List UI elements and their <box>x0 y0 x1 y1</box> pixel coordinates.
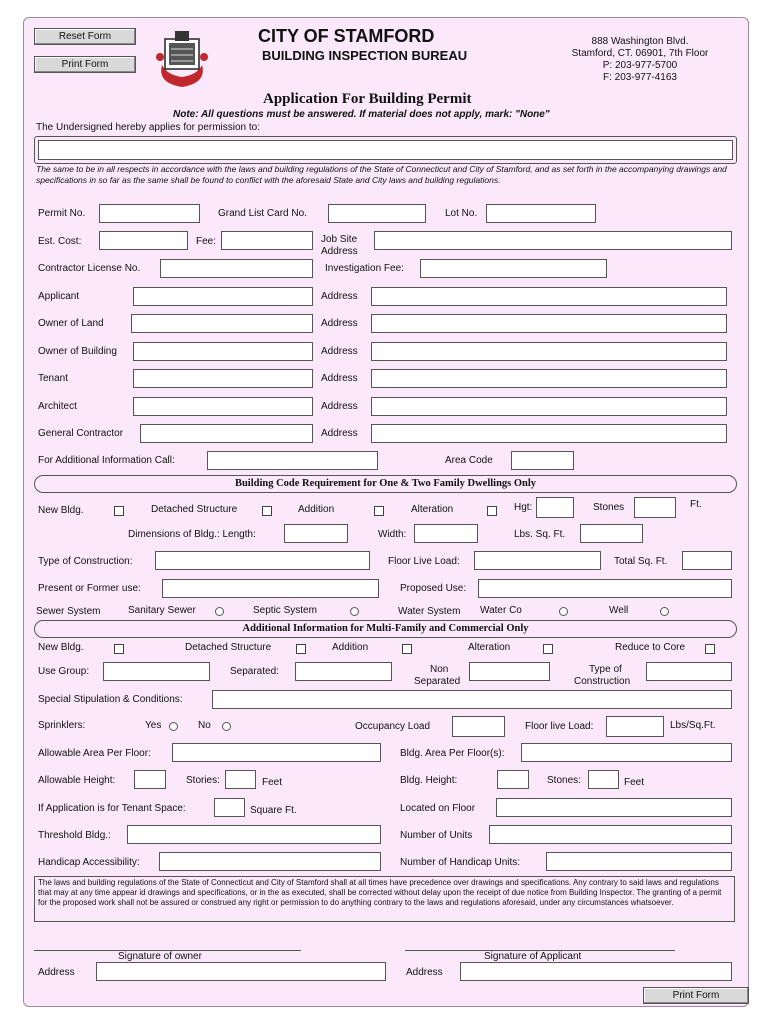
investigation-fee-label: Investigation Fee: <box>325 263 404 274</box>
s1-floor-live-load-label: Floor Live Load: <box>388 556 460 567</box>
s2-use-group-label: Use Group: <box>38 666 90 677</box>
s1-new-bldg-label: New Bldg. <box>38 505 84 516</box>
s1-total-sqft-label: Total Sq. Ft. <box>614 556 668 567</box>
s2-non-separated-input[interactable] <box>469 662 550 681</box>
s1-addition-checkbox[interactable] <box>374 506 384 516</box>
s2-stories-label: Stories: <box>186 775 220 786</box>
s1-alteration-label: Alteration <box>411 504 454 515</box>
general-contractor-address-label: Address <box>321 428 358 439</box>
s2-non-label: Non <box>430 664 449 675</box>
owner-building-address-input[interactable] <box>371 342 727 361</box>
s1-detached-checkbox[interactable] <box>262 506 272 516</box>
s2-reduce-core-checkbox[interactable] <box>705 644 715 654</box>
permit-no-input[interactable] <box>99 204 200 223</box>
s2-bldg-area-label: Bldg. Area Per Floor(s): <box>400 748 505 759</box>
s2-allowable-area-label: Allowable Area Per Floor: <box>38 748 151 759</box>
s2-new-bldg-checkbox[interactable] <box>114 644 124 654</box>
s2-feet-label: Feet <box>262 777 283 788</box>
s2-bldg-area-input[interactable] <box>521 743 732 762</box>
s2-special-label: Special Stipulation & Conditions: <box>38 694 183 705</box>
print-form-bottom-button[interactable]: Print Form <box>643 987 749 1004</box>
s2-stones-label: Stones: <box>547 775 581 786</box>
owner-building-label: Owner of Building <box>38 346 117 357</box>
s2-occupancy-load-input[interactable] <box>452 716 505 737</box>
s2-detached-checkbox[interactable] <box>296 644 306 654</box>
s1-length-input[interactable] <box>284 524 348 543</box>
s2-use-group-input[interactable] <box>103 662 210 681</box>
tenant-address-label: Address <box>321 373 358 384</box>
additional-info-label: For Additional Information Call: <box>38 455 175 466</box>
s2-separated-input[interactable] <box>295 662 392 681</box>
s2-tenant-space-input[interactable] <box>214 798 245 817</box>
city-seal-logo <box>147 27 217 91</box>
section-multifamily-header: Additional Information for Multi-Family and Commercial Only <box>34 620 737 638</box>
permission-input[interactable] <box>38 140 733 160</box>
s1-septic-system-radio[interactable] <box>350 607 359 616</box>
form-title: Application For Building Permit <box>263 91 472 107</box>
applicant-signature-label: Signature of Applicant <box>484 951 582 962</box>
job-site-address-label: Address <box>321 246 358 257</box>
s1-present-use-label: Present or Former use: <box>38 583 141 594</box>
owner-building-address-label: Address <box>321 346 358 357</box>
s1-well-label: Well <box>609 605 629 616</box>
permit-no-label: Permit No. <box>38 208 86 219</box>
investigation-fee-input[interactable] <box>420 259 607 278</box>
s1-new-bldg-checkbox[interactable] <box>114 506 124 516</box>
owner-land-address-label: Address <box>321 318 358 329</box>
s1-septic-system-label: Septic System <box>253 605 317 616</box>
s2-lbs-sqft-label: Lbs/Sq.Ft. <box>670 720 716 731</box>
form-note: Note: All questions must be answered. If material does not apply, mark: "None" <box>173 109 550 120</box>
s2-special-input[interactable] <box>212 690 732 709</box>
s1-detached-label: Detached Structure <box>151 504 238 515</box>
reset-form-button[interactable]: Reset Form <box>34 28 136 45</box>
area-code-input[interactable] <box>511 451 574 470</box>
architect-address-input[interactable] <box>371 397 727 416</box>
s1-lbs-sqft-label: Lbs. Sq. Ft. <box>514 529 566 540</box>
s2-sprinklers-yes-radio[interactable] <box>169 722 178 731</box>
section-one-family-header: Building Code Requirement for One & Two Family Dwellings Only <box>34 475 737 493</box>
lot-no-input[interactable] <box>486 204 596 223</box>
s1-present-use-input[interactable] <box>162 579 379 598</box>
est-cost-label: Est. Cost: <box>38 236 82 247</box>
s2-number-units-label: Number of Units <box>400 830 473 841</box>
s1-alteration-checkbox[interactable] <box>487 506 497 516</box>
owner-address-label: Address <box>38 967 75 978</box>
s2-allowable-area-input[interactable] <box>172 743 381 762</box>
owner-land-label: Owner of Land <box>38 318 104 329</box>
applicant-input[interactable] <box>133 287 313 306</box>
lot-no-label: Lot No. <box>445 208 478 219</box>
s2-no-label: No <box>198 720 211 731</box>
est-cost-input[interactable] <box>99 231 188 250</box>
s2-located-floor-label: Located on Floor <box>400 803 476 814</box>
tenant-input[interactable] <box>133 369 313 388</box>
s2-handicap-units-input[interactable] <box>546 852 732 871</box>
tenant-label: Tenant <box>38 373 69 384</box>
compliance-text: The same to be in all respects in accordance with the laws and building regulations of the State of Connecticut and City of Stamford, and as set forth in the accompanying drawings and specifications in so far as the same shall be found to conflict with the aforesaid State and City laws and building regulations. <box>36 164 727 185</box>
s1-ft-label: Ft. <box>690 499 702 510</box>
s2-stones-input[interactable] <box>588 770 619 789</box>
s2-sprinklers-label: Sprinklers: <box>38 720 86 731</box>
applicant-address-input[interactable] <box>371 287 727 306</box>
s2-construction-label: Construction <box>574 676 631 687</box>
print-form-button[interactable]: Print Form <box>34 56 136 73</box>
s1-proposed-use-input[interactable] <box>478 579 732 598</box>
owner-signature-label: Signature of owner <box>118 951 202 962</box>
s1-width-input[interactable] <box>414 524 478 543</box>
address-line2: Stamford, CT. 06901, 7th Floor <box>571 48 709 59</box>
s2-threshold-label: Threshold Bldg.: <box>38 830 111 841</box>
s2-type-of-label: Type of <box>589 664 622 675</box>
s1-lbs-sqft-input[interactable] <box>580 524 643 543</box>
s2-reduce-core-label: Reduce to Core <box>615 642 686 653</box>
grand-list-input[interactable] <box>328 204 426 223</box>
architect-label: Architect <box>38 401 77 412</box>
s1-stones-label: Stones <box>593 502 625 513</box>
general-contractor-address-input[interactable] <box>371 424 727 443</box>
general-contractor-input[interactable] <box>140 424 313 443</box>
s1-sanitary-sewer-radio[interactable] <box>215 607 224 616</box>
area-code-label: Area Code <box>445 455 493 466</box>
s2-addition-checkbox[interactable] <box>402 644 412 654</box>
s2-detached-label: Detached Structure <box>185 642 272 653</box>
s2-bldg-height-input[interactable] <box>497 770 529 789</box>
s1-water-co-label: Water Co <box>480 605 522 616</box>
tenant-address-input[interactable] <box>371 369 727 388</box>
s1-sanitary-sewer-label: Sanitary Sewer <box>128 605 196 616</box>
s2-allowable-height-input[interactable] <box>134 770 166 789</box>
s1-total-sqft-input[interactable] <box>682 551 732 570</box>
s2-handicap-units-label: Number of Handicap Units: <box>400 857 521 868</box>
fax-number: F: 203-977-4163 <box>603 72 677 83</box>
bureau-title: BUILDING INSPECTION BUREAU <box>262 48 468 63</box>
job-site-label: Job Site <box>321 234 358 245</box>
s1-dimensions-label: Dimensions of Bldg.: Length: <box>128 529 256 540</box>
s2-separated-label: Separated: <box>230 666 279 677</box>
s1-floor-live-load-input[interactable] <box>474 551 601 570</box>
general-contractor-label: General Contractor <box>38 428 124 439</box>
s2-floor-live-load-input[interactable] <box>606 716 664 737</box>
s2-construction-input[interactable] <box>646 662 732 681</box>
s2-alteration-label: Alteration <box>468 642 511 653</box>
s2-located-floor-input[interactable] <box>496 798 732 817</box>
owner-building-input[interactable] <box>133 342 313 361</box>
s2-floor-live-load-label: Floor live Load: <box>525 721 594 732</box>
s2-occupancy-load-label: Occupancy Load <box>355 721 431 732</box>
additional-info-input[interactable] <box>207 451 378 470</box>
s1-addition-label: Addition <box>298 504 335 515</box>
applicant-address-label: Address <box>406 967 443 978</box>
s1-type-construction-input[interactable] <box>155 551 370 570</box>
s1-hgt-input[interactable] <box>536 497 574 518</box>
undersigned-label: The Undersigned hereby applies for permission to: <box>36 122 261 133</box>
job-site-address-input[interactable] <box>374 231 732 250</box>
s2-tenant-space-label: If Application is for Tenant Space: <box>38 803 186 814</box>
fee-input[interactable] <box>221 231 313 250</box>
s1-type-construction-label: Type of Construction: <box>38 556 133 567</box>
owner-land-address-input[interactable] <box>371 314 727 333</box>
s2-stones-feet-label: Feet <box>624 777 645 788</box>
s2-alteration-checkbox[interactable] <box>543 644 553 654</box>
s1-width-label: Width: <box>378 529 407 540</box>
s2-addition-label: Addition <box>332 642 369 653</box>
s2-square-ft-label: Square Ft. <box>250 805 297 816</box>
s2-threshold-input[interactable] <box>127 825 381 844</box>
s2-bldg-height-label: Bldg. Height: <box>400 775 458 786</box>
s1-water-co-radio[interactable] <box>559 607 568 616</box>
s1-well-radio[interactable] <box>660 607 669 616</box>
fee-label: Fee: <box>196 236 217 247</box>
phone-number: P: 203-977-5700 <box>602 60 678 71</box>
s1-sewer-system-label: Sewer System <box>36 606 101 617</box>
legal-notice-box: The laws and building regulations of the State of Connecticut and City of Stamford shall at all times have precedence over drawings and specifications. Any contrary to said laws and regulations that may at any time appear id drawings and specifications, or in the as executed, shall be corrected without delay upon the receipt of due notice from Building Inspector. The granting of a permit for the proposed work shall not be assured or construed any right or permission to do anything contrary to the laws and regulations aforesaid, under any circumstances whatsoever. <box>34 876 735 922</box>
s1-proposed-use-label: Proposed Use: <box>400 583 467 594</box>
s2-number-units-input[interactable] <box>489 825 732 844</box>
grand-list-label: Grand List Card No. <box>218 208 307 219</box>
s2-sprinklers-no-radio[interactable] <box>222 722 231 731</box>
s2-handicap-label: Handicap Accessibility: <box>38 857 140 868</box>
s1-hgt-label: Hgt: <box>514 502 533 513</box>
s1-stones-input[interactable] <box>634 497 676 518</box>
s2-yes-label: Yes <box>145 720 162 731</box>
address-line1: 888 Washington Blvd. <box>591 36 689 47</box>
applicant-address-input[interactable] <box>460 962 732 981</box>
applicant-label: Applicant <box>38 291 80 302</box>
s2-non-separated-label: Separated <box>414 676 461 687</box>
architect-address-label: Address <box>321 401 358 412</box>
contractor-license-label: Contractor License No. <box>38 263 141 274</box>
s2-new-bldg-label: New Bldg. <box>38 642 84 653</box>
s2-stories-input[interactable] <box>225 770 256 789</box>
owner-land-input[interactable] <box>131 314 313 333</box>
contractor-license-input[interactable] <box>160 259 313 278</box>
s2-handicap-input[interactable] <box>159 852 381 871</box>
applicant-address-label: Address <box>321 291 358 302</box>
owner-address-input[interactable] <box>96 962 386 981</box>
architect-input[interactable] <box>133 397 313 416</box>
s1-water-system-label: Water System <box>398 606 461 617</box>
s2-allowable-height-label: Allowable Height: <box>38 775 116 786</box>
city-title: CITY OF STAMFORD <box>258 26 435 46</box>
